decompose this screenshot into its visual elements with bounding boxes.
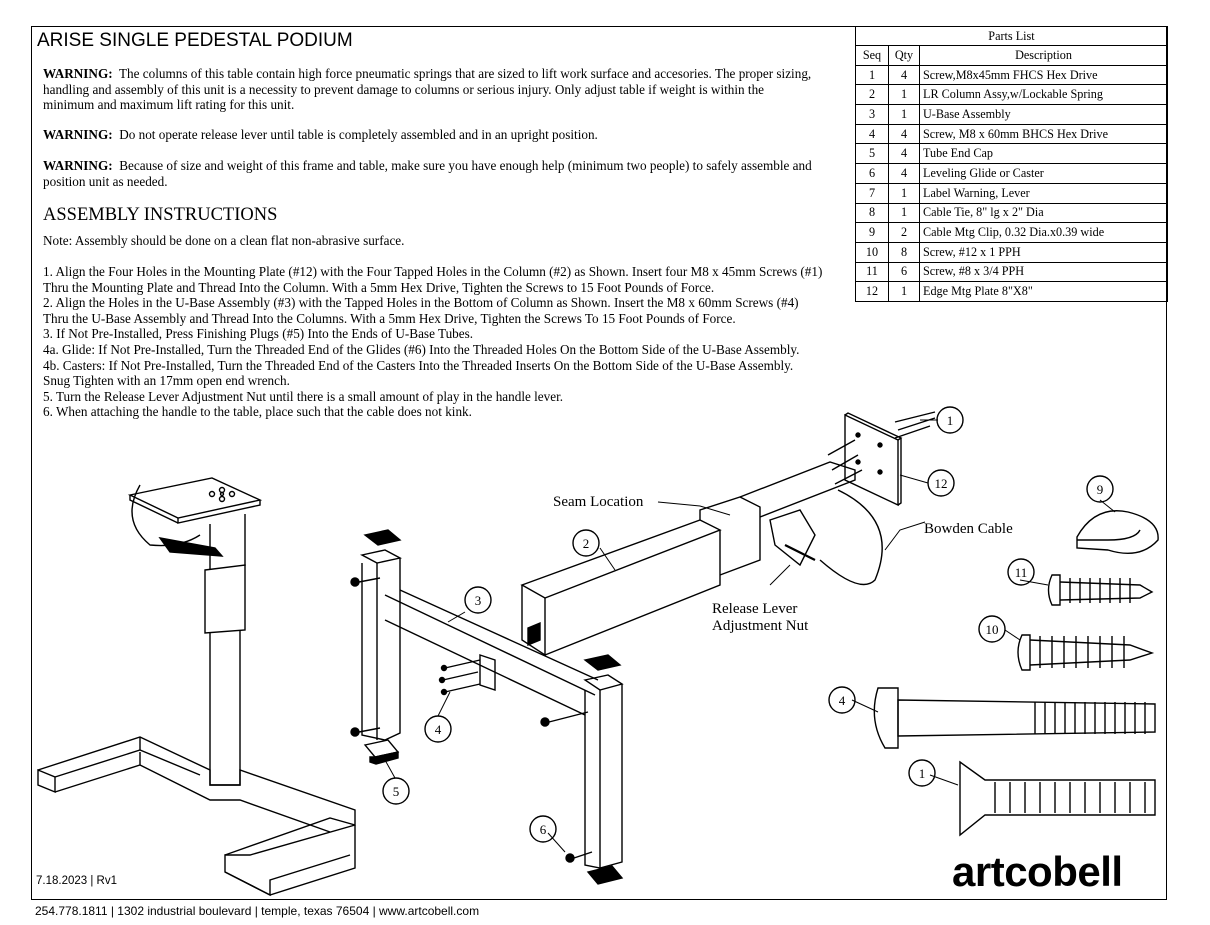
svg-text:4: 4 (838, 693, 846, 708)
balloon-6 (530, 816, 556, 842)
parts-cell-seq: 10 (856, 242, 889, 262)
parts-cell-qty: 1 (889, 282, 920, 302)
svg-text:6: 6 (539, 822, 547, 837)
parts-cell-seq: 8 (856, 203, 889, 223)
parts-cell-desc: U-Base Assembly (920, 105, 1168, 125)
svg-text:9: 9 (1096, 482, 1104, 497)
svg-text:4: 4 (434, 722, 442, 737)
page-title: ARISE SINGLE PEDESTAL PODIUM (37, 30, 353, 51)
balloon-2 (573, 530, 599, 556)
svg-text:11: 11 (1014, 565, 1028, 580)
header-qty: Qty (889, 46, 920, 66)
parts-cell-qty: 1 (889, 203, 920, 223)
parts-list-caption: Parts List (856, 27, 1168, 46)
step-2: 2. Align the Holes in the U-Base Assembly (#3) with the Tapped Holes in the Bottom of Column as Shown. Insert the M8 x 60mm Screws (#4) Thru the U-Base Assembly and Thread Into the Columns. With a 5mm Hex Drive, Tighten the Screws To 15 Foot Pounds of Force. (43, 295, 799, 326)
balloon-4-left (425, 716, 451, 742)
svg-text:5: 5 (392, 784, 400, 799)
company-logo: artcobell (952, 848, 1123, 895)
parts-cell-seq: 7 (856, 183, 889, 203)
svg-text:10: 10 (985, 622, 999, 637)
assembled-pedestal (38, 478, 355, 895)
step-1: 1. Align the Four Holes in the Mounting Plate (#12) with the Four Tapped Holes in the Column (#2) as Shown. Insert four M8 x 45mm Screws (#1) Thru the Mounting Plate and Thread Into the Column. With a 5mm Hex Drive, Tighten the Screws to 15 Foot Pounds of Force. (43, 264, 823, 295)
parts-cell-qty: 4 (889, 65, 920, 85)
step-4b: 4b. Casters: If Not Pre-Installed, Turn the Threaded End of the Casters Into the Threaded Inserts On the Bottom Side of the U-Base Assembly. Snug Tighten with an 17mm open end wrench. (43, 357, 794, 389)
parts-cell-qty: 1 (889, 85, 920, 105)
balloon-5 (383, 778, 409, 804)
parts-cell-qty: 4 (889, 124, 920, 144)
balloon-12 (928, 470, 954, 496)
balloon-1-bottom (909, 760, 935, 786)
parts-cell-qty: 6 (889, 262, 920, 282)
parts-cell-seq: 9 (856, 223, 889, 243)
step-4a: 4a. Glide: If Not Pre-Installed, Turn the Threaded End of the Glides (#6) Into the Threaded Holes On the Bottom Side of the U-Base Assembly. (43, 341, 800, 357)
warning-3: WARNING: Because of size and weight of this frame and table, make sure you have enough help (minimum two people) to safely assemble and position unit as needed. (43, 158, 812, 189)
svg-text:12: 12 (934, 476, 948, 491)
assembly-heading: ASSEMBLY INSTRUCTIONS (43, 205, 278, 225)
parts-cell-seq: 6 (856, 164, 889, 184)
step-3: 3. If Not Pre-Installed, Press Finishing Plugs (#5) Into the Ends of U-Base Tubes. (43, 326, 474, 342)
svg-text:3: 3 (474, 593, 482, 608)
parts-cell-desc: Edge Mtg Plate 8"X8" (920, 282, 1168, 302)
balloon-3 (465, 587, 491, 613)
parts-cell-desc: Label Warning, Lever (920, 183, 1168, 203)
step-6: 6. When attaching the handle to the table, place such that the cable does not kink. (43, 404, 472, 420)
seam-location-label: Seam Location (553, 494, 644, 510)
bowden-cable-label: Bowden Cable (924, 521, 1013, 537)
parts-cell-qty: 2 (889, 223, 920, 243)
leader-lines (385, 420, 1115, 852)
parts-cell-seq: 1 (856, 65, 889, 85)
parts-cell-desc: LR Column Assy,w/Lockable Spring (920, 85, 1168, 105)
parts-cell-seq: 4 (856, 124, 889, 144)
parts-cell-seq: 2 (856, 85, 889, 105)
balloon-1-top (937, 407, 963, 433)
header-seq: Seq (856, 46, 889, 66)
warning-2: WARNING: Do not operate release lever until table is completely assembled and in an upright position. (43, 127, 598, 142)
parts-cell-seq: 12 (856, 282, 889, 302)
assembly-note: Note: Assembly should be done on a clean flat non-abrasive surface. (43, 233, 405, 248)
parts-cell-qty: 1 (889, 105, 920, 125)
svg-text:2: 2 (582, 536, 590, 551)
svg-text:1: 1 (946, 413, 954, 428)
parts-cell-desc: Cable Mtg Clip, 0.32 Dia.x0.39 wide (920, 223, 1168, 243)
parts-cell-seq: 5 (856, 144, 889, 164)
footer-contact: 254.778.1811 | 1302 industrial boulevard | temple, texas 76504 | www.artcobell.com (35, 904, 480, 918)
release-lever-label-line-1: Release Lever (712, 601, 798, 617)
balloon-9 (1087, 476, 1113, 502)
parts-cell-desc: Cable Tie, 8" lg x 2" Dia (920, 203, 1168, 223)
header-description: Description (920, 46, 1168, 66)
svg-text:1: 1 (918, 766, 926, 781)
parts-cell-desc: Screw, M8 x 60mm BHCS Hex Drive (920, 124, 1168, 144)
step-5: 5. Turn the Release Lever Adjustment Nut until there is a small amount of play in the handle lever. (43, 388, 564, 404)
parts-cell-desc: Leveling Glide or Caster (920, 164, 1168, 184)
parts-cell-desc: Screw, #12 x 1 PPH (920, 242, 1168, 262)
parts-cell-desc: Tube End Cap (920, 144, 1168, 164)
parts-cell-qty: 8 (889, 242, 920, 262)
parts-cell-seq: 11 (856, 262, 889, 282)
parts-cell-desc: Screw,M8x45mm FHCS Hex Drive (920, 65, 1168, 85)
balloon-11 (1008, 559, 1034, 585)
warning-1: WARNING: The columns of this table contain high force pneumatic springs that are sized to lift work surface and accesories. The proper sizing, handling and assembly of this unit is a necessity to prevent damage to columns or serious injury. Only adjust table if weight is within the minimum and maximum lift rating for this unit. (43, 66, 812, 112)
parts-cell-qty: 1 (889, 183, 920, 203)
release-lever-label-line-2: Adjustment Nut (712, 618, 809, 634)
balloon-10 (979, 616, 1005, 642)
u-base-exploded (351, 530, 622, 884)
parts-cell-qty: 4 (889, 144, 920, 164)
parts-cell-qty: 4 (889, 164, 920, 184)
date-revision: 7.18.2023 | Rv1 (36, 875, 117, 887)
balloon-4-right (829, 687, 855, 713)
parts-cell-desc: Screw, #8 x 3/4 PPH (920, 262, 1168, 282)
parts-cell-seq: 3 (856, 105, 889, 125)
